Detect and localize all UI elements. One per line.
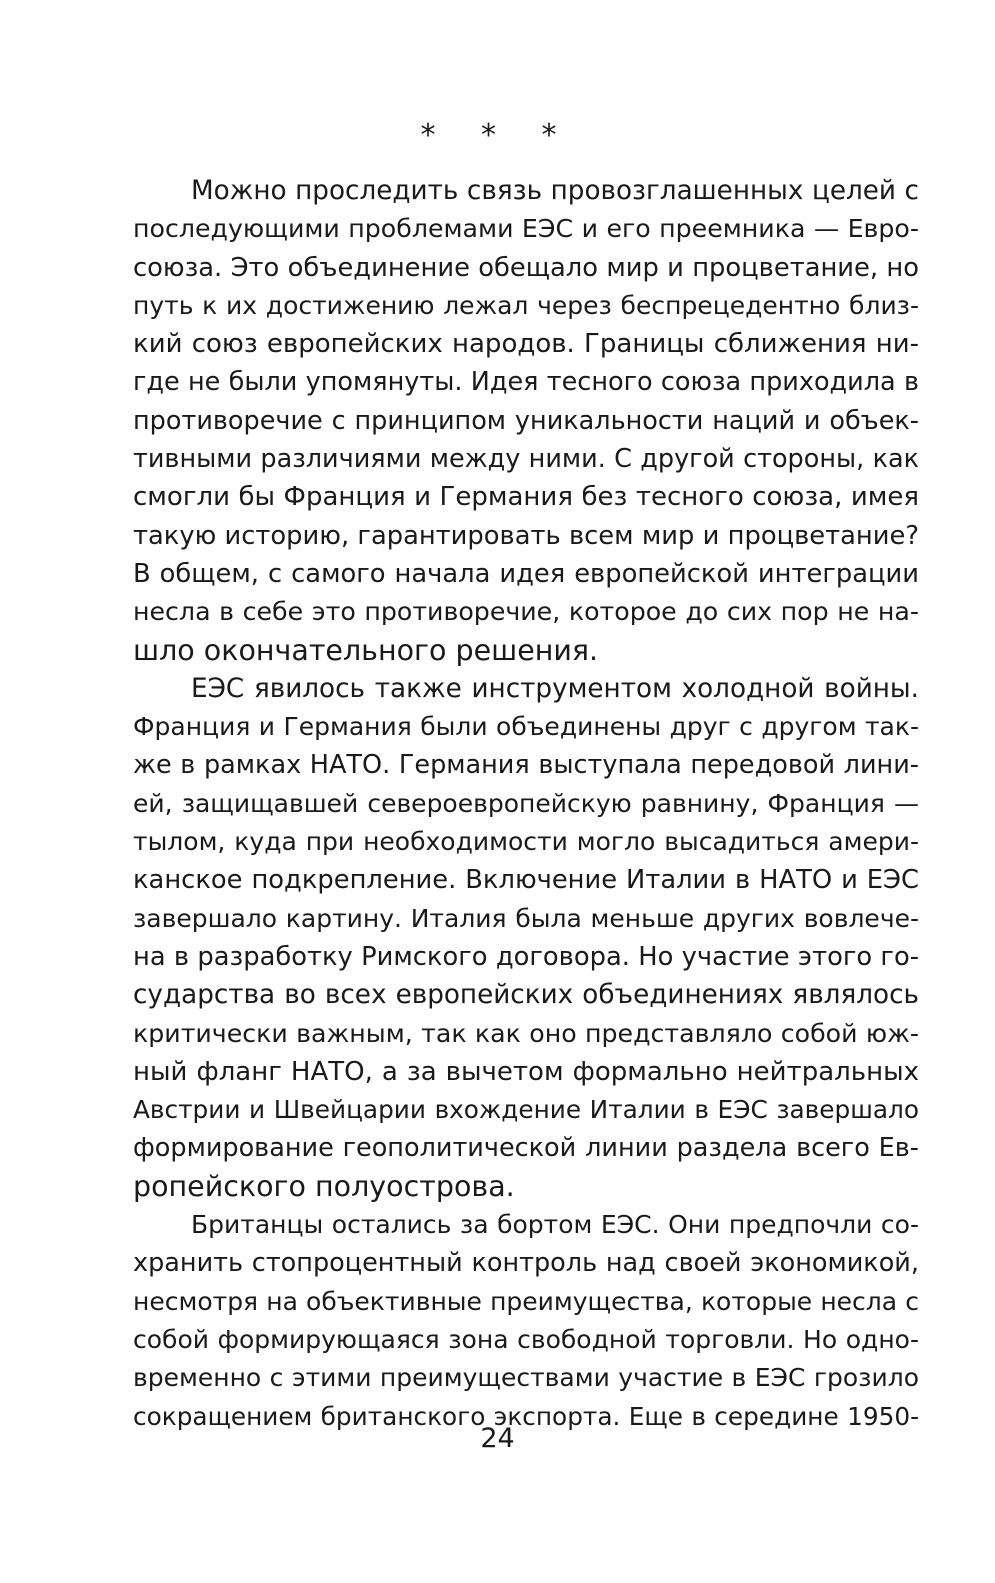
page-number: 24 xyxy=(480,1423,515,1454)
text-line: завершало картину. Италия была меньше других вовлече- xyxy=(133,903,919,933)
text-line: хранить стопроцентный контроль над своей экономикой, xyxy=(133,1248,919,1279)
text-line: ропейского полуострова. xyxy=(133,1169,515,1203)
text-line: Можно проследить связь провозглашенных целей с xyxy=(191,176,919,206)
text-line: кий союз европейских народов. Границы сближения ни- xyxy=(133,329,919,360)
text-line: союза. Это объединение обещало мир и процветание, но xyxy=(133,252,919,283)
text-line: тивными различиями между ними. С другой стороны, как xyxy=(133,444,919,475)
text-line: сокращением британского экспорта. Еще в середине 1950- xyxy=(133,1401,919,1431)
text-line: ей, защищавшей североевропейскую равнину, Франция — xyxy=(133,788,919,818)
text-line: критически важным, так как оно представляло собой юж- xyxy=(133,1018,919,1048)
text-line: несла в себе это противоречие, которое до сих пор не на- xyxy=(133,597,919,627)
text-line: последующими проблемами ЕЭС и его преемника — Евро- xyxy=(133,214,919,244)
body-text xyxy=(133,172,919,1436)
text-line: противоречие с принципом уникальности наций и объек- xyxy=(133,405,919,436)
text-line: тылом, куда при необходимости могло высадиться амери- xyxy=(133,827,919,857)
text-line: где не были упомянуты. Идея тесного союза приходила в xyxy=(133,367,919,398)
text-line: смогли бы Франция и Германия без тесного союза, имея xyxy=(133,482,919,513)
paragraph xyxy=(133,670,919,1206)
text-line: Франция и Германия были объединены друг с другом так- xyxy=(133,712,919,742)
text-line: ный фланг НАТО, а за вычетом формально нейтральных xyxy=(133,1056,919,1087)
paragraph xyxy=(133,172,919,670)
paragraph xyxy=(133,1206,919,1436)
text-line: же в рамках НАТО. Германия выступала передовой лини- xyxy=(133,750,919,781)
section-separator: * * * xyxy=(420,118,575,153)
text-line: путь к их достижению лежал через беспрецедентно близ- xyxy=(133,290,919,320)
text-line: на в разработку Римского договора. Но участие этого го- xyxy=(133,941,919,972)
text-line: несмотря на объективные преимущества, которые несла с xyxy=(133,1286,919,1316)
text-line: шло окончательного решения. xyxy=(133,633,599,667)
text-line: Британцы остались за бортом ЕЭС. Они предпочли со- xyxy=(191,1210,919,1240)
text-line: Австрии и Швейцарии вхождение Италии в ЕЭС завершало xyxy=(133,1095,919,1125)
text-line: временно с этими преимуществами участие в ЕЭС грозило xyxy=(133,1363,919,1393)
text-line: канское подкрепление. Включение Италии в НАТО и ЕЭС xyxy=(133,865,919,896)
text-line: ЕЭС явилось также инструментом холодной войны. xyxy=(191,673,919,704)
text-line: такую историю, гарантировать всем мир и процветание? xyxy=(133,520,919,551)
text-line: В общем, с самого начала идея европейской интеграции xyxy=(133,558,919,589)
text-line: собой формирующаяся зона свободной торговли. Но одно- xyxy=(133,1324,919,1354)
text-line: сударства во всех европейских объединениях являлось xyxy=(133,980,919,1011)
text-line: формирование геополитической линии раздела всего Ев- xyxy=(133,1133,919,1164)
